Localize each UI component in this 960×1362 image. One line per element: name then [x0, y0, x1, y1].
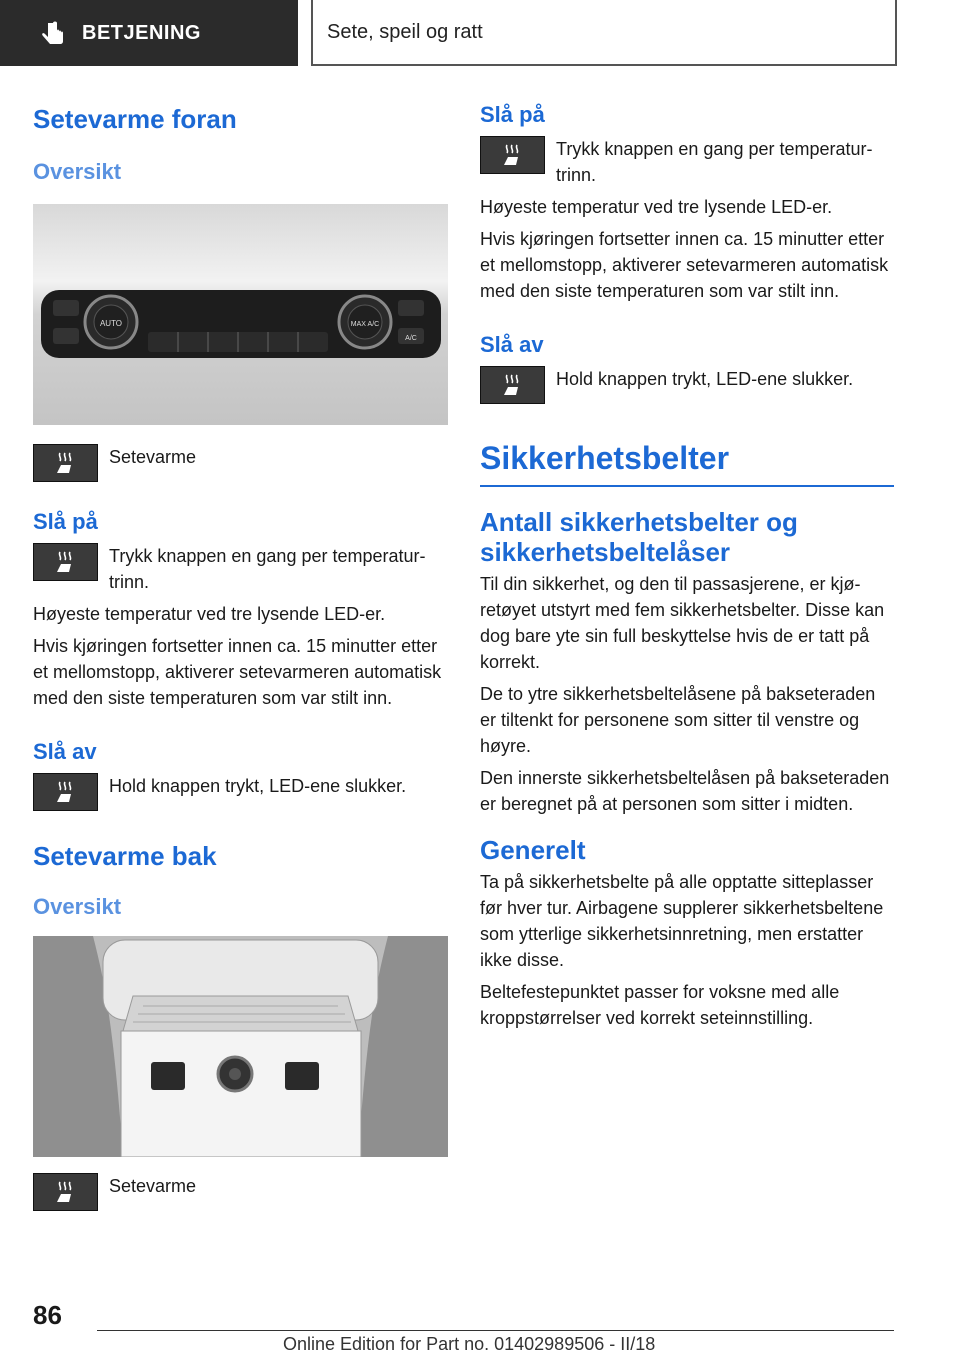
seat-heating-icon: [498, 372, 528, 398]
seat-heating-caption: Setevarme: [109, 447, 197, 467]
seat-heating-icon: [51, 779, 81, 805]
heading-oversikt-front: Oversikt: [33, 159, 122, 184]
general-paragraph-1: Ta på sikkerhetsbelte på alle opptatte sitteplasser før hver tur. Airbagene supplerer sikkerhetsbeltene som ytterlige sikkerhetsinnretning, men erstatter ikke disse.: [480, 872, 884, 970]
max-temp-text-left: Høyeste temperatur ved tre lysende LED-er.: [33, 604, 386, 624]
right-column: [480, 96, 894, 1031]
seat-heating-button[interactable]: [33, 773, 98, 811]
heading-setevarme-bak: Setevarme bak: [33, 841, 217, 871]
off-text-left: Hold knappen trykt, LED-ene slukker.: [109, 776, 407, 796]
heading-sla-av-right: Slå av: [480, 332, 544, 357]
heading-antall-sikkerhetsbelter: Antall sikkerhetsbelter og sikkerhetsbeltelåser: [480, 507, 798, 567]
left-column: [33, 96, 448, 1211]
seat-heating-button-row: [33, 444, 448, 482]
heading-sla-av-left: Slå av: [33, 739, 97, 764]
breadcrumb: [311, 0, 897, 66]
footer-divider: [97, 1330, 894, 1331]
seat-heating-button[interactable]: [480, 366, 545, 404]
belts-paragraph-2: De to ytre sikkerhetsbeltelåsene på bakseteraden er tiltenkt for personene som sitter til venstre og høyre.: [480, 684, 876, 756]
breadcrumb-text: Sete, speil og ratt: [327, 20, 483, 43]
seat-heating-icon: [51, 549, 81, 575]
hand-pointer-icon: [34, 13, 74, 53]
off-row-left: [33, 773, 448, 811]
section-label: BETJENING: [82, 21, 201, 44]
auto-text-left: Hvis kjøringen fortsetter innen ca. 15 minutter etter et mellomstopp, aktiverer setevarmeren automatisk med den siste temperaturen som var stilt inn.: [33, 636, 442, 708]
heading-oversikt-rear: Oversikt: [33, 894, 122, 919]
belts-paragraph-1: Til din sikkerhet, og den til passasjerene, er kjøretøyet utstyrt med fem sikkerhetsbelter. Disse kan dog bare yte sin full beskyttelse hvis de er tatt på korrekt.: [480, 574, 885, 672]
on-text-left: Trykk knappen en gang per temperaturtrinn.: [109, 546, 426, 592]
belts-paragraph-3: Den innerste sikkerhetsbeltelåsen på bakseteraden er beregnet på at personen som sitter i midten.: [480, 768, 890, 814]
auto-label: AUTO: [99, 319, 123, 328]
heading-sla-pa-right: Slå på: [480, 102, 545, 127]
max-ac-label: MAX A/C: [350, 321, 380, 328]
seat-heating-icon: [51, 1179, 81, 1205]
rear-seat-heating-caption: Setevarme: [109, 1176, 197, 1196]
seat-heating-button[interactable]: [33, 543, 98, 581]
auto-text-right: Hvis kjøringen fortsetter innen ca. 15 minutter etter et mellomstopp, aktiverer setevarmeren automatisk med den siste temperaturen som var stilt inn.: [480, 229, 889, 301]
footer-edition: Online Edition for Part no. 01402989506 - II/18: [283, 1334, 656, 1354]
off-row-right: [480, 366, 894, 404]
seat-heating-icon: [498, 142, 528, 168]
page-number: 86: [33, 1300, 62, 1330]
rear-console-image: [33, 936, 448, 1157]
max-temp-text-right: Høyeste temperatur ved tre lysende LED-er.: [480, 197, 833, 217]
rear-seat-heating-row: [33, 1173, 448, 1211]
front-climate-panel-image: [33, 204, 448, 425]
page-header: [0, 0, 960, 66]
seat-heating-button[interactable]: [33, 1173, 98, 1211]
heading-sikkerhetsbelter: Sikkerhetsbelter: [480, 440, 894, 487]
on-row-right: [480, 136, 894, 188]
seat-heating-button[interactable]: [33, 444, 98, 482]
heading-setevarme-foran: Setevarme foran: [33, 104, 237, 134]
general-paragraph-2: Beltefestepunktet passer for voksne med alle kroppstørrelser ved korrekt seteinnstilling.: [480, 982, 840, 1028]
heading-generelt: Generelt: [480, 835, 586, 865]
section-tab: [0, 0, 298, 66]
seat-heating-icon: [51, 450, 81, 476]
heading-sla-pa-left: Slå på: [33, 509, 98, 534]
on-text-right: Trykk knappen en gang per temperaturtrinn.: [556, 139, 873, 185]
ac-label: A/C: [405, 335, 417, 342]
off-text-right: Hold knappen trykt, LED-ene slukker.: [556, 369, 854, 389]
seat-heating-button[interactable]: [480, 136, 545, 174]
on-row-left: [33, 543, 448, 595]
